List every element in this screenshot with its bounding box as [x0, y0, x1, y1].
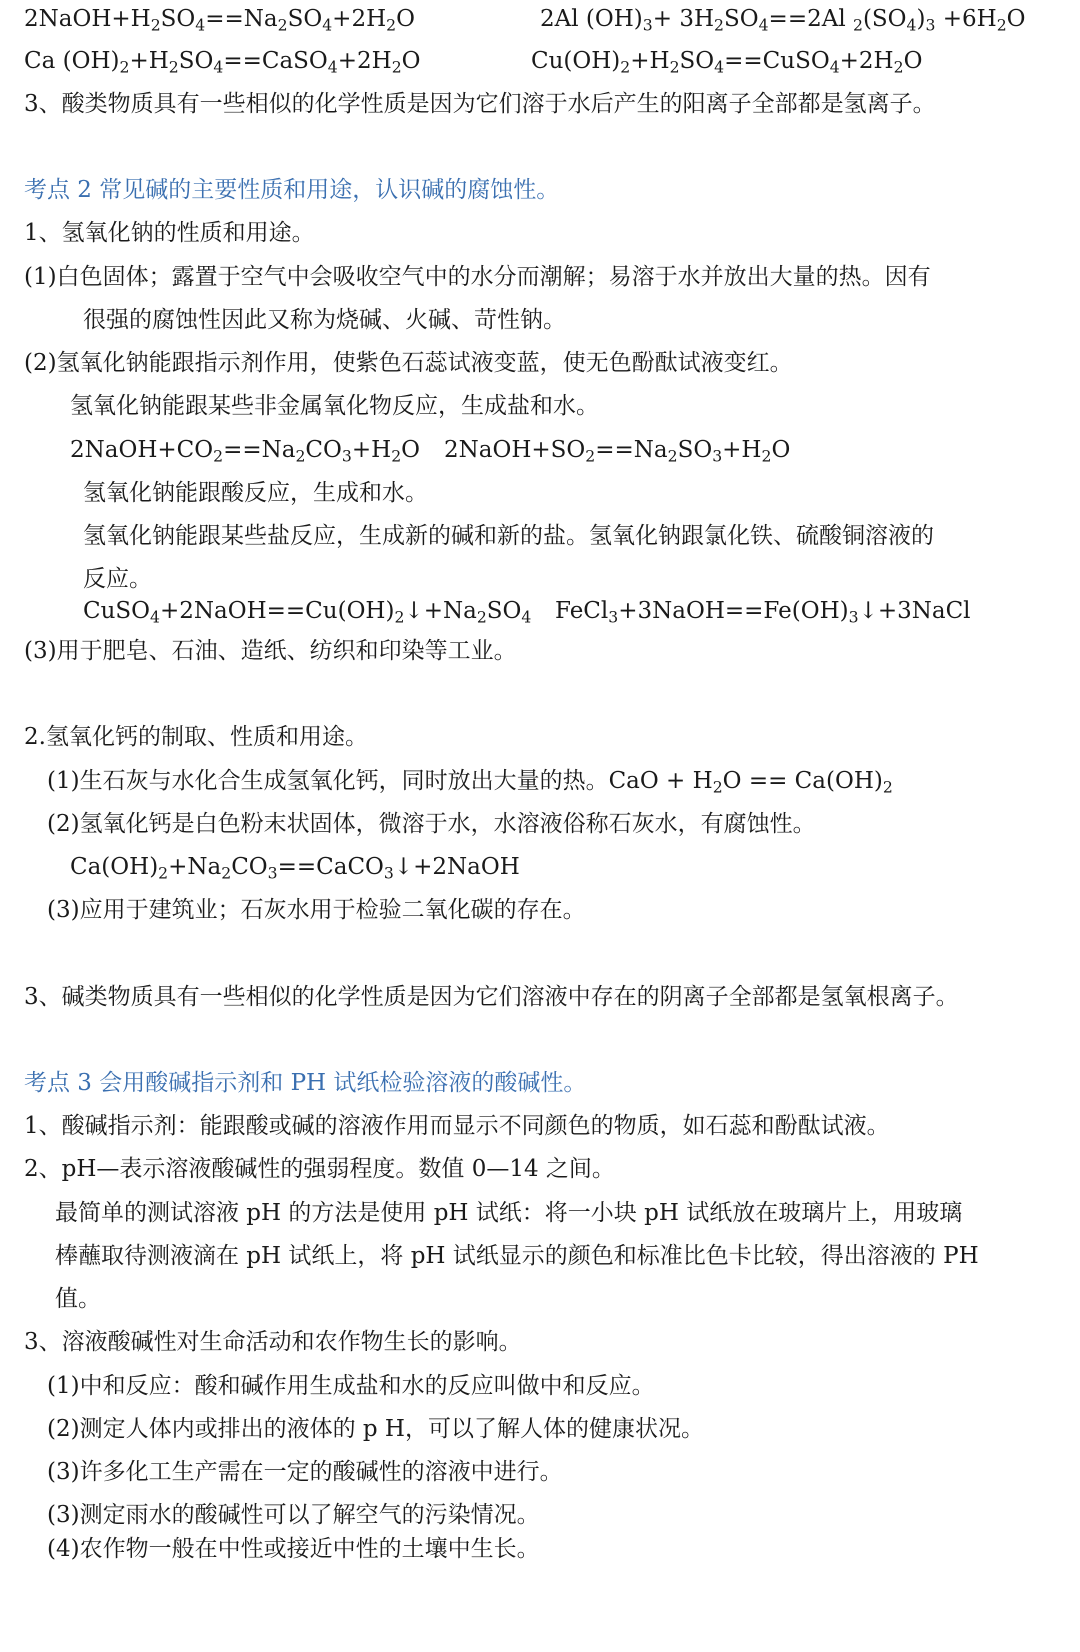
formula-text: O	[396, 6, 415, 32]
naoh-property-1b: 很强的腐蚀性因此又称为烧碱、火碱、苛性钠。	[83, 307, 566, 333]
equation-aloh3-h2so4	[540, 4, 1026, 34]
equation-fecl3-naoh	[555, 596, 971, 626]
subscript: 4	[150, 607, 160, 627]
equation-cuoh2-h2so4	[531, 46, 922, 76]
subscript: 2	[158, 863, 169, 883]
naoh-property-1a: (1)白色固体；露置于空气中会吸收空气中的水分而潮解；易溶于水并放出大量的热。因有	[24, 264, 931, 290]
rainwater-acidity: (3)测定雨水的酸碱性可以了解空气的污染情况。	[47, 1502, 540, 1528]
formula-text: Ca (OH)	[24, 48, 120, 74]
subscript: 2	[585, 446, 596, 466]
equation-caoh2-na2co3	[70, 852, 520, 882]
equation-cuso4-naoh	[83, 596, 531, 626]
subscript: 2	[394, 607, 405, 627]
subscript: 2	[761, 446, 772, 466]
formula-text: SO	[677, 437, 713, 463]
formula-text: SO	[486, 598, 522, 624]
formula-text: + 3H	[652, 6, 715, 32]
kaodian-2-heading: 考点 2 常见碱的主要性质和用途，认识碱的腐蚀性。	[24, 177, 560, 203]
formula-text: SO	[160, 6, 196, 32]
crop-soil: (4)农作物一般在中性或接近中性的土壤中生长。	[47, 1536, 540, 1562]
formula-text: ==Na	[205, 6, 278, 32]
formula-text: 2NaOH+H	[24, 6, 151, 32]
kaodian-3-heading: 考点 3 会用酸碱指示剂和 PH 试纸检验溶液的酸碱性。	[24, 1070, 587, 1096]
formula-text: FeCl	[555, 598, 609, 624]
subscript: 2	[669, 57, 680, 77]
formula-text: +Na	[168, 854, 222, 880]
naoh-salt-reaction-b: 反应。	[83, 566, 152, 592]
formula-text: ↓+Na	[404, 598, 477, 624]
naoh-property-2: (2)氢氧化钠能跟指示剂作用，使紫色石蕊试液变蓝，使无色酚酞试液变红。	[24, 350, 793, 376]
subscript: 4	[327, 57, 338, 77]
subscript: 2	[893, 57, 904, 77]
formula-text: +H	[630, 48, 670, 74]
naoh-nonmetal-oxide: 氢氧化钠能跟某些非金属氧化物反应，生成盐和水。	[70, 393, 599, 419]
subscript: 4	[906, 15, 917, 35]
formula-text: 2Al (OH)	[540, 6, 643, 32]
formula-text: ==2Al	[768, 6, 853, 32]
subscript: 4	[758, 15, 769, 35]
subscript: 3	[608, 607, 619, 627]
formula-text: SO	[178, 48, 214, 74]
formula-text: 2NaOH+CO	[70, 437, 214, 463]
subscript: 4	[829, 57, 840, 77]
subscript: 2	[213, 446, 224, 466]
subscript: 3	[267, 863, 278, 883]
formula-text: ==CaSO	[223, 48, 328, 74]
ph-definition: 2、pH—表示溶液酸碱性的强弱程度。数值 0—14 之间。	[24, 1156, 615, 1182]
indicator-definition: 1、酸碱指示剂：能跟酸或碱的溶液作用而显示不同颜色的物质，如石蕊和酚酞试液。	[24, 1113, 890, 1139]
formula-text: CuSO	[83, 598, 151, 624]
subscript: 2	[714, 15, 724, 35]
formula-text: +H	[722, 437, 762, 463]
formula-text: ↓+3NaCl	[858, 598, 971, 624]
equation-naoh-co2	[70, 435, 420, 465]
formula-text: O	[1006, 6, 1026, 32]
formula-text: Ca(OH)	[70, 854, 159, 880]
acidity-effects-title: 3、溶液酸碱性对生命活动和农作物生长的影响。	[24, 1329, 522, 1355]
formula-text: +2NaOH==Cu(OH)	[159, 598, 395, 624]
subscript: 3	[925, 15, 936, 35]
subscript: 2	[712, 777, 723, 797]
formula-text: CO	[305, 437, 342, 463]
caoh2-property: (2)氢氧化钙是白色粉末状固体，微溶于水，水溶液俗称石灰水，有腐蚀性。	[47, 811, 816, 837]
subscript: 2	[277, 15, 288, 35]
subscript: 3	[383, 863, 394, 883]
formula-text: ↓+2NaOH	[393, 854, 520, 880]
subscript: 4	[521, 607, 532, 627]
subscript: 2	[620, 57, 631, 77]
formula-text: SO	[287, 6, 323, 32]
chemical-production: (3)许多化工生产需在一定的酸碱性的溶液中进行。	[47, 1459, 563, 1485]
formula-text: Cu(OH)	[531, 48, 621, 74]
subscript: 4	[322, 15, 333, 35]
acid-summary-note: 3、酸类物质具有一些相似的化学性质是因为它们溶于水后产生的阳离子全部都是氢离子。	[24, 91, 936, 117]
formula-text: O	[903, 48, 923, 74]
formula-text: (1)生石灰与水化合生成氢氧化钙，同时放出大量的热。CaO + H	[47, 768, 713, 794]
subscript: 2	[295, 446, 306, 466]
formula-text: ==CaCO	[277, 854, 384, 880]
ph-test-method-c: 值。	[55, 1286, 101, 1312]
formula-text: +H	[129, 48, 169, 74]
equation-naoh-so2	[444, 435, 790, 465]
subscript: 2	[221, 863, 232, 883]
formula-text: O	[771, 437, 791, 463]
subscript: 2	[476, 607, 487, 627]
subscript: 4	[213, 57, 224, 77]
formula-text: ==Na	[595, 437, 668, 463]
subscript: 2	[391, 446, 402, 466]
subscript: 2	[119, 57, 130, 77]
caoh2-section-title: 2.氢氧化钙的制取、性质和用途。	[24, 724, 368, 750]
formula-text: O	[401, 437, 420, 463]
subscript: 2	[168, 57, 179, 77]
subscript: 2	[882, 777, 893, 797]
formula-text: ==CuSO	[724, 48, 830, 74]
formula-text: +6H	[935, 6, 997, 32]
formula-text: +2H	[337, 48, 392, 74]
neutralization: (1)中和反应：酸和碱作用生成盐和水的反应叫做中和反应。	[47, 1373, 655, 1399]
subscript: 2	[150, 15, 161, 35]
formula-text: ==Na	[223, 437, 296, 463]
naoh-acid-reaction: 氢氧化钠能跟酸反应，生成和水。	[83, 480, 428, 506]
subscript: 4	[714, 57, 725, 77]
caoh2-uses: (3)应用于建筑业；石灰水用于检验二氧化碳的存在。	[47, 897, 586, 923]
body-ph: (2)测定人体内或排出的液体的 p H，可以了解人体的健康状况。	[47, 1416, 704, 1442]
formula-text: +2H	[332, 6, 387, 32]
subscript: 3	[341, 446, 352, 466]
formula-text: (SO	[862, 6, 907, 32]
equation-naoh-h2so4	[24, 4, 415, 34]
formula-text: CO	[231, 854, 268, 880]
formula-text: 2NaOH+SO	[444, 437, 586, 463]
subscript: 3	[642, 15, 653, 35]
formula-text: )	[916, 6, 926, 32]
equation-caoh2-h2so4	[24, 46, 421, 76]
ph-test-method-b: 棒蘸取待测液滴在 pH 试纸上，将 pH 试纸显示的颜色和标准比色卡比较，得出溶液的 PH	[55, 1243, 979, 1269]
base-summary-note: 3、碱类物质具有一些相似的化学性质是因为它们溶液中存在的阴离子全部都是氢氧根离子。	[24, 984, 959, 1010]
formula-text: +3NaOH==Fe(OH)	[618, 598, 849, 624]
subscript: 2	[386, 15, 397, 35]
naoh-section-title: 1、氢氧化钠的性质和用途。	[24, 220, 315, 246]
subscript: 3	[712, 446, 723, 466]
formula-text: SO	[723, 6, 759, 32]
subscript: 2	[391, 57, 402, 77]
naoh-uses: (3)用于肥皂、石油、造纸、纺织和印染等工业。	[24, 638, 517, 664]
formula-text: O == Ca(OH)	[722, 768, 883, 794]
subscript: 3	[848, 607, 859, 627]
formula-text: SO	[679, 48, 715, 74]
subscript: 2	[996, 15, 1007, 35]
naoh-salt-reaction-a: 氢氧化钠能跟某些盐反应，生成新的碱和新的盐。氢氧化钠跟氯化铁、硫酸铜溶液的	[83, 523, 934, 549]
ph-test-method-a: 最简单的测试溶液 pH 的方法是使用 pH 试纸：将一小块 pH 试纸放在玻璃片上，用玻璃	[55, 1200, 963, 1226]
formula-text: +H	[351, 437, 392, 463]
formula-text: +2H	[839, 48, 894, 74]
subscript: 2	[667, 446, 678, 466]
subscript: 4	[195, 15, 206, 35]
formula-text: O	[401, 48, 421, 74]
subscript: 2	[853, 15, 863, 35]
caoh2-preparation	[47, 766, 893, 796]
